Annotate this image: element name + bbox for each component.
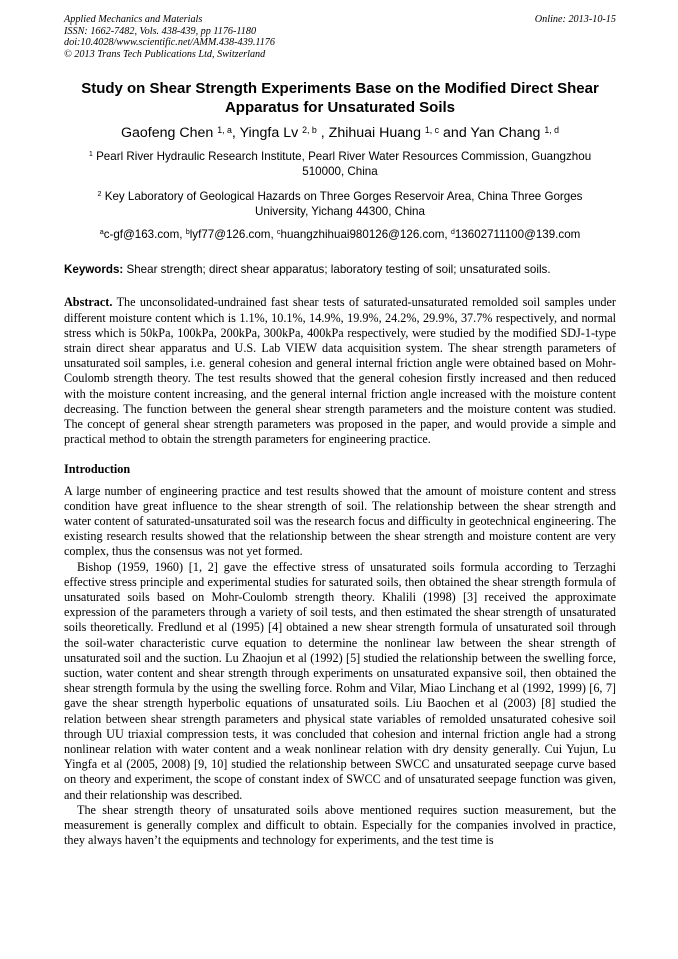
journal-name: Applied Mechanics and Materials [64,14,203,25]
email-superscript: b [185,227,190,237]
author-superscript: 1, c [424,124,440,135]
email-superscript: a [99,227,104,237]
author-superscript: 2, b [302,124,317,135]
email-address: huangzhihuai980126@126.com [280,228,445,242]
email-address: 13602711100@139.com [454,228,581,242]
author-superscript: 1, a [217,124,232,135]
affiliation-text: 510000, China [302,164,378,178]
email-list: $^a$c-gf@163.com, $^b$lyf77@126.com, $^c$huangzhihuai980126@126.com, $^d$13602711100@139.com [99,227,581,242]
section-heading-introduction: Introduction [64,462,131,477]
email-address: lyf77@126.com [189,228,271,242]
body-paragraph: Bishop (1959, 1960) [1, 2] gave the effective stress of unsaturated soils formula according to Terzaghi effective stress principle and experimental studies for saturated soils, then obtained the shear strength formula of unsaturated soils based on Mohr-Coulomb strength theory. Khalili (1998) [3] received the approximate expression of the parameters through a variety of soil tests, and then estimated the shear strength of unsaturated soils theoretically. Fredlund et al (1995) [4] obtained a new shear strength formula of unsaturated soil through the soil-water characteristic curve equation to determine the nonlinear law between the shear strength of unsaturated soil and the suction. Lu Zhaojun et al (1992) [5] studied the relationship between the swelling force, suction, water content and shear strength through experiments on unsaturated expansive soil, then obtained the shear strength formula by the using the swelling force. Rohm and Vilar, Miao Linchang et al (1992, 1999) [6, 7] gave the shear strength hyperbolic equations of unsaturated soils. Liu Baochen et al (2003) [8] studied the relation between shear strength parameters and physical state variables of remolded unsaturated cohesive soil through UU triaxial compression tests, it was concluded that cohesion and internal friction angle had a strong nonlinear relation with water content and a weak nonlinear relation with dry density generally. Cui Yujun, Lu Yingfa et al (2005, 2008) [9, 10] studied the relationship between SWCC and unsaturated seepage curve based on theory and experiment, the scope of constant index of SWCC and of unsaturated seepage function was given, and their relationship was described. [64,559,616,802]
author-name: Zhihuai Huang [328,125,421,142]
affiliation-superscript: 2 [97,189,102,199]
abstract-text: The unconsolidated-undrained fast shear tests of saturated-unsaturated remolded soil samples under different moisture content which is 1.1%, 10.1%, 14.9%, 19.9%, 24.2%, 29.9%, 37.7% respectively, and normal stress which is 50kPa, 100kPa, 200kPa, 300kPa, 400kPa respectively, were studied by the modified SDJ-1-type strain direct shear apparatus and U.S. Lab VIEW data acquisition system. The shear strength parameters of unsaturated soil samples, i.e. general cohesion and general internal friction angle were obtained based on Mohr-Coulomb strength theory. The test results showed that the general cohesion firstly increased and then reduced with the moisture content increasing, and the general internal friction angle increased with the moisture content decreasing. The function between the general shear strength parameters and the moisture content was studied. The concept of general shear strength parameters was proposed in the paper, and would provide a simple and practical method to obtain the strength parameters for engineering practice. [64,295,616,447]
author-separator: , [316,125,329,142]
title-line-2: Apparatus for Unsaturated Soils [224,99,456,117]
title-line-1: Study on Shear Strength Experiments Base on the Modified Direct Shear [81,80,599,98]
author-separator: , [231,125,240,142]
author-separator: and [439,125,471,142]
body-paragraph: A large number of engineering practice and test results showed that the amount of moisture content and stress condition have great influence to the shear strength of soil. The relationship between the shear strength and water content of saturated-unsaturated soil was the research focus and difficulty in geotechnical engineering. The existing research results showed that the relationship between the shear strength and moisture content are very complex, thus the consensus was not yet formed. [64,483,616,559]
abstract-label: Abstract. [64,295,113,310]
email-superscript: d [450,227,455,237]
abstract-section [64,295,616,447]
doi-line: doi:10.4028/www.scientific.net/AMM.438-439.1176 [64,37,275,49]
author-list [64,124,616,142]
affiliation-superscript: 1 [88,149,93,159]
affiliation-text: University, Yichang 44300, China [255,204,425,218]
paper-page [64,14,616,848]
author-name: Yan Chang [470,125,541,142]
keywords-label: Keywords: [64,262,124,276]
copyright-line: © 2013 Trans Tech Publications Ltd, Switzerland [64,48,266,60]
affiliation-text: Pearl River Hydraulic Research Institute, Pearl River Water Resources Commission, Guangzhou [96,150,592,164]
email-superscript: c [276,227,281,237]
affiliation-text: Key Laboratory of Geological Hazards on Three Gorges Reservoir Area, China Three Gorges [104,190,583,204]
issn-line: ISSN: 1662-7482, Vols. 438-439, pp 1176-1180 [64,25,257,37]
journal-header [64,14,616,60]
email-address: c-gf@163.com [103,228,180,242]
affiliation-2 [64,190,616,219]
paper-title [64,79,616,117]
body-paragraph: The shear strength theory of unsaturated soils above mentioned requires suction measurement, but the measurement is generally complex and difficult to obtain. Especially for the companies involved in practice, they always haven’t the equipments and technology for experiments, and the test time is [64,802,616,848]
author-name: Gaofeng Chen [120,125,214,142]
keywords-section [64,263,616,278]
author-superscript: 1, d [544,124,559,135]
author-name: Yingfa Lv [239,125,299,142]
affiliation-1 [64,150,616,179]
online-date: Online: 2013-10-15 [534,14,616,25]
keywords-text: Shear strength; direct shear apparatus; laboratory testing of soil; unsaturated soils. [123,262,551,276]
